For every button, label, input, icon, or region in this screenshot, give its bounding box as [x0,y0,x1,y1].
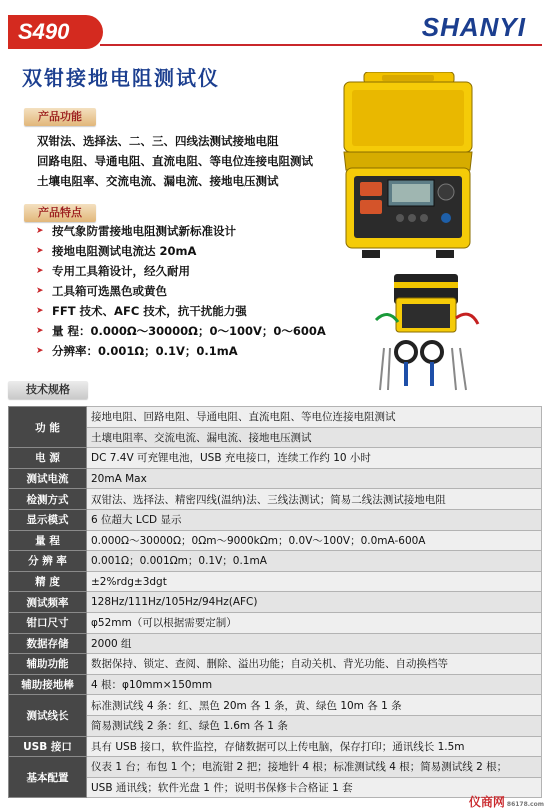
watermark-text: 仪商网 [468,795,505,809]
list-item [36,241,326,261]
function-line: 回路电阻、导通电阻、直流电阻、等电位连接电阻测试 [37,154,313,168]
feature-text: FFT 技术、AFC 技术，抗干扰能力强 [52,304,247,318]
feature-text: 量 程：0.000Ω～30000Ω；0～100V；0～600A [52,324,326,338]
spec-value: 具有 USB 接口，软件监控，存储数据可以上传电脑，保存打印；通讯线长 1.5m [87,736,542,757]
arrow-icon: ➤ [36,286,44,296]
instrument-image [342,72,474,272]
spec-value: 6 位超大 LCD 显示 [87,509,542,530]
table-row [9,777,542,798]
spec-label: 显示模式 [9,509,87,530]
feature-text: 专用工具箱设计，经久耐用 [52,264,190,278]
spec-value: 双钳法、选择法、精密四线(温纳)法、三线法测试；简易二线法测试接地电阻 [87,489,542,510]
brand-logo: SHANYI [421,12,526,42]
spec-value: 仪表 1 台；布包 1 个；电流钳 2 把；接地针 4 根；标准测试线 4 根；简易测试线 2 根； [87,757,542,778]
table-row [9,695,542,716]
table-row [9,468,542,489]
carry-bag-image [372,268,482,338]
spec-label: 基本配置 [9,757,87,798]
spec-value: 土壤电阻率、交流电流、漏电流、接地电压测试 [87,427,542,448]
spec-value: DC 7.4V 可充锂电池，USB 充电接口，连续工作约 10 小时 [87,448,542,469]
table-row [9,592,542,613]
table-row [9,407,542,428]
watermark [469,793,544,810]
spec-label: 分 辨 率 [9,551,87,572]
spec-value: φ52mm（可以根据需要定制） [87,612,542,633]
table-row [9,633,542,654]
table-row [9,530,542,551]
clamp-probes-image [376,338,476,396]
section-heading-function: 产品功能 [24,108,96,126]
spec-label: 测试电流 [9,468,87,489]
table-row [9,489,542,510]
table-row [9,736,542,757]
spec-value: 数据保持、锁定、查阅、删除、溢出功能；自动关机、背光功能、自动换档等 [87,654,542,675]
function-line: 双钳法、选择法、二、三、四线法测试接地电阻 [37,134,279,148]
spec-label: 量 程 [9,530,87,551]
table-row [9,551,542,572]
list-item [36,321,326,341]
spec-label: 钳口尺寸 [9,612,87,633]
model-tag: S490 [8,15,103,49]
list-item [36,221,326,241]
table-row [9,448,542,469]
table-row [9,674,542,695]
arrow-icon: ➤ [36,246,44,256]
section-heading-features: 产品特点 [24,204,96,222]
feature-text: 按气象防雷接地电阻测试新标准设计 [52,224,236,238]
table-row [9,715,542,736]
table-row [9,612,542,633]
spec-value: 128Hz/111Hz/105Hz/94Hz(AFC) [87,592,542,613]
table-row [9,654,542,675]
watermark-url: 86178.com [506,801,544,808]
header-divider [100,44,542,46]
table-row [9,571,542,592]
list-item [36,341,326,361]
spec-value: 0.000Ω～30000Ω；0Ωm～9000kΩm；0.0V～100V；0.0mA-600A [87,530,542,551]
spec-label: 测试频率 [9,592,87,613]
arrow-icon: ➤ [36,306,44,316]
spec-label: 电 源 [9,448,87,469]
spec-value: 4 根：φ10mm×150mm [87,674,542,695]
spec-value: ±2%rdg±3dgt [87,571,542,592]
spec-label: 精 度 [9,571,87,592]
arrow-icon: ➤ [36,326,44,336]
spec-label: 测试线长 [9,695,87,736]
feature-text: 工具箱可选黑色或黄色 [52,284,167,298]
spec-value: 简易测试线 2 条：红、绿色 1.6m 各 1 条 [87,715,542,736]
feature-text: 分辨率：0.001Ω；0.1V；0.1mA [52,344,238,358]
spec-label: 检测方式 [9,489,87,510]
spec-value: 标准测试线 4 条：红、黑色 20m 各 1 条，黄、绿色 10m 各 1 条 [87,695,542,716]
feature-list [36,221,326,361]
spec-value: 20mA Max [87,468,542,489]
spec-value: 0.001Ω；0.001Ωm；0.1V；0.1mA [87,551,542,572]
arrow-icon: ➤ [36,226,44,236]
table-row [9,427,542,448]
page-title: 双钳接地电阻测试仪 [22,66,220,90]
list-item [36,261,326,281]
table-row [9,509,542,530]
function-line: 土壤电阻率、交流电流、漏电流、接地电压测试 [37,174,279,188]
arrow-icon: ➤ [36,346,44,356]
spec-label: USB 接口 [9,736,87,757]
arrow-icon: ➤ [36,266,44,276]
list-item [36,301,326,321]
spec-table [8,406,542,798]
spec-label: 功 能 [9,407,87,448]
spec-label: 辅助功能 [9,654,87,675]
spec-label: 辅助接地棒 [9,674,87,695]
spec-value: 2000 组 [87,633,542,654]
section-heading-specs: 技术规格 [8,381,88,399]
function-list [37,131,313,191]
feature-text: 接地电阻测试电流达 20mA [52,244,197,258]
table-row [9,757,542,778]
spec-value: 接地电阻、回路电阻、导通电阻、直流电阻、等电位连接电阻测试 [87,407,542,428]
list-item [36,281,326,301]
spec-label: 数据存储 [9,633,87,654]
spec-value: USB 通讯线；软件光盘 1 件；说明书保修卡合格证 1 套 [87,777,542,798]
